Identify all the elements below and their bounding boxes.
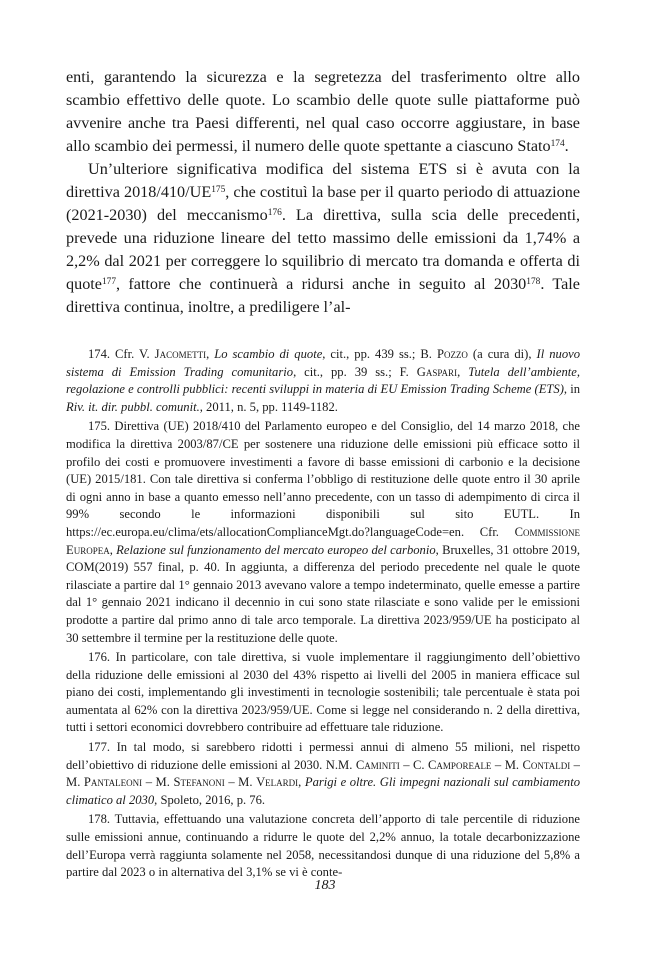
footnote-178: 178. Tuttavia, effettuando una valutazione concreta dell’apporto di tale percentile di riduzione sulle emissioni annue, continuando a ridurre le quote del 2,2% annuo, la totale decarbonizzazione dell’Europa verrà raggiunta solamente nel 2058, necessitandosi dunque di una riduzione del 5,8% a partire dal 2023 o in alternativa del 3,1% se vi è conte- (66, 812, 580, 880)
work-title: Tutela dell’ambiente, regolazione e controlli pubblici: recenti sviluppi in materia di EU Emission Trading Scheme (ETS) (66, 364, 581, 397)
footnote-176: 176. In particolare, con tale direttiva, si vuole implementare il raggiungimento dell’obiettivo della riduzione delle emissioni al 2030 del 43% rispetto ai livelli del 2005 in maniera efficace sul piano dei costi, implementando gli investimenti in tecnologie sostenibili; tale percentuale è stata poi aumentata al 62% con la direttiva 2023/959/UE. Come si legge nel considerando n. 2 della direttiva, tutti i settori economici dovrebbero contribuire ad effettuare tale riduzione. (66, 650, 580, 735)
footnote-177: 177. In tal modo, si sarebbero ridotti i permessi annui di almeno 55 milioni, nel rispetto dell’obiettivo di riduzione delle emissioni al 2030. N.M. Caminiti – C. Camporeale – M. Contaldi – M. Pantaleoni – M. Stefanoni – M. Velardi, Parigi e oltre. Gli impegni nazionali sul cambiamento climatico al 2030, Spoleto, 2016, p. 76. (66, 740, 581, 807)
work-title: Relazione sul funzionamento del mercato europeo del carbonio (116, 542, 436, 557)
author-name: Pozzo (436, 347, 468, 361)
author-name: Velardi (256, 775, 299, 790)
page-number: 183 (314, 878, 336, 893)
footnote-ref-175[interactable]: 175 (211, 184, 226, 195)
author-name: Contaldi (522, 757, 571, 772)
footnote-ref-176[interactable]: 176 (267, 207, 282, 218)
author-name: Jacometti (154, 347, 207, 361)
footnote-ref-177[interactable]: 177 (101, 276, 117, 287)
paragraph-1-text: enti, garantendo la sicurezza e la segretezza del trasferimento oltre allo scambio effettivo delle quote. Lo scambio delle quote sulle piattaforme può avvenire anche tra Paesi differenti, nel qual caso occorre aggiustare, in base allo scambio dei permessi, il numero delle quote spettante a ciascuno Stato (66, 68, 580, 155)
author-name: Gaspari (416, 364, 458, 379)
paragraph-2: Un’ulteriore significativa modifica del sistema ETS si è avuta con la direttiva 2018/410/UE$^{175}$, che costituì la base per il quarto periodo di attuazione (2021-2030) del meccanismo$^{176}$. La direttiva, sulla scia delle precedenti, prevede una riduzione lineare del tetto massimo delle emissioni da 1,74% a 2,2% dal 2021 per correggere lo squilibrio di mercato tra domanda e offerta di quote$^{177}$, fattore che continuerà a ridursi anche in seguito al 2030$^{178}$. Tale direttiva continua, inoltre, a prediligere l’al- (66, 160, 581, 316)
author-name: Camporeale (428, 757, 492, 772)
author-name: Stefanoni (173, 775, 225, 790)
work-title: Lo scambio di quote (214, 347, 323, 361)
footnote-ref-178[interactable]: 178 (526, 276, 541, 287)
footnote-175: 175. Direttiva (UE) 2018/410 del Parlamento europeo e del Consiglio, del 14 marzo 2018, che modifica la direttiva 2003/87/CE per sostenere una riduzione delle emissioni più efficace sotto il profilo dei costi e promuovere investimenti a favore di basse emissioni di carbonio e la decisione (UE) 2015/181. Con tale direttiva si conferma l’obbligo di restituzione delle quote entro il 30 aprile di ogni anno in base a quanto emesso nell’anno precedente, con un tasso di adempimento di circa il 99% secondo le informazioni disponibili sul sito EUTL. In https://ec.europa.eu/clima/ets/allocationComplianceMgt.do?languageCode=en. Cfr. Commissione Europea, Relazione sul funzionamento del mercato europeo del carbonio, Bruxelles, 31 ottobre 2019, COM(2019) 557 final, p. 40. In aggiunta, a differenza del periodo precedente nel quale le quote rilasciate a partire dal 1° gennaio 2013 avevano valore a tempo indeterminato, quelle emesse a partire dal 1° gennaio 2021 indicano il decennio in cui sono state rilasciate e sono valide per le emissioni prodotte a partire dal primo anno di tale arco temporale. La direttiva 2023/959/UE ha posticipato al 30 settembre il termine per la restituzione delle quote. (66, 419, 581, 645)
footnote-174: 174. Cfr. V. Jacometti, Lo scambio di quote, cit., pp. 439 ss.; B. Pozzo (a cura di), Il nuovo sistema di Emission Trading comunitario, cit., pp. 39 ss.; F. Gaspari, Tutela dell’ambiente, regolazione e controlli pubblici: recenti sviluppi in materia di EU Emission Trading Scheme (ETS), in Riv. it. dir. pubbl. comunit., 2011, n. 5, pp. 1149-1182. (66, 347, 581, 414)
author-name: Pantaleoni (83, 775, 143, 790)
work-title: Il nuovo sistema di Emission Trading comunitario (66, 347, 580, 379)
paragraph-1: enti, garantendo la sicurezza e la segretezza del trasferimento oltre allo scambio effettivo delle quote. Lo scambio delle quote sulle piattaforme può avvenire anche tra Paesi differenti, nel qual caso occorre aggiustare, in base allo scambio dei permessi, il numero delle quote spettante a ciascuno Stato$^{174}$. (66, 68, 580, 155)
footnote-ref-174[interactable]: 174 (550, 138, 565, 149)
work-title: Parigi e oltre. Gli impegni nazionali sul cambiamento climatico al 2030 (66, 775, 581, 807)
main-text (66, 66, 580, 319)
author-name: Commissione Europea (66, 524, 580, 557)
footnotes (66, 346, 580, 884)
journal-title: Riv. it. dir. pubbl. comunit. (66, 399, 200, 414)
author-name: Caminiti (355, 757, 400, 772)
